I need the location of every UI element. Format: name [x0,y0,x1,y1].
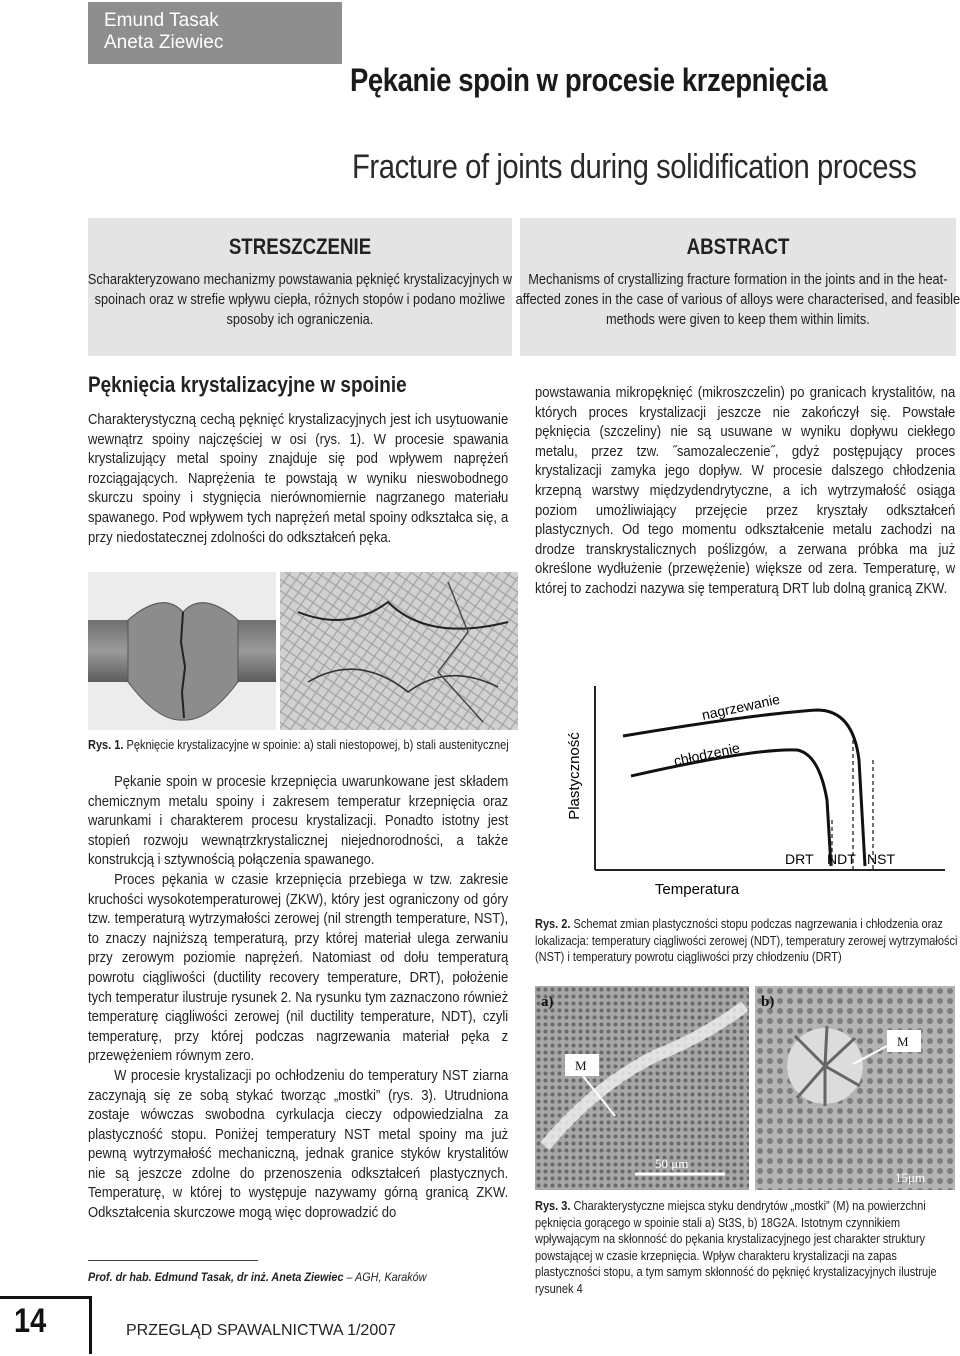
streszczenie-heading: STRESZCZENIE [228,234,372,259]
figure-1-caption [88,738,554,752]
x-axis-label: Temperatura [654,881,740,898]
figure-2-diagram [535,680,955,902]
figure-3b-scale: 15μm [895,1170,926,1185]
cooling-label: chłodzenie [672,739,742,769]
section-heading: Pęknięcia krystalizacyjne w spoinie [88,372,407,397]
figure-3-photos [535,986,955,1190]
abstract-text: Mechanisms of crystallizing fracture formation in the joints and in the heat-affected zones in the case of various of alloys were characterised, and feasible methods were given to keep them within limits. [515,272,960,328]
footnote-rule [88,1260,258,1261]
figure-1-caption-text: Pęknięcie krystalizacyjne w spoinie: a) stali niestopowej, b) stali austenitycznej [126,738,509,752]
paragraph-3: Proces pękania w czasie krzepnięcia przebiega w tzw. zakresie kruchości wysokotemperaturowej (ZKW), który jest ograniczony od góry tzw. temperaturą wytrzymałości zerowej (nil strength temperature, NST), to znaczy najniższą temperaturą, przy której materiał ulega zerwaniu przy zerowym poziomie naprężeń. Natomiast od dołu temperaturą powrotu ciągliwości (ductility recovery temperature, DRT), położenie tych temperatur ilustruje rysunek 2. Na rysunku tym zaznaczono również temperaturę ciągliwości zerowej (nil ductility temperature, NDT), czyli temperaturę, przy której podczas nagrzewania materiał pęka z przewężeniem równym zero. [88,870,509,1065]
page-number: 14 [14,1302,47,1340]
right-column-paragraph: powstawania mikropęknięć (mikroszczelin) po granicach krystalitów, na których proces krystalizacji jeszcze nie zakończył się. Powstałe pęknięcia (szczeliny) nie są usuwane w wyniku dopływu ciekłego metalu, przez tzw. ˝samozaleczenie˝, gdyż postępujący proces krystalizacji zamyka jego dopływ. W procesie dalszego chłodzenia krzepną warstwy międzydendrytyczne, a ich wytrzymałość osiąga poziom umożliwiający przejęcie przez kryształy odkształceń plastycznych. Od tego momentu odkształcenie metalu zachodzi na drodze transkrystalicznych poślizgów, a zerwana próbka ma już określone wydłużenie (przewężenie) większe od zera. Temperaturę, w której to zachodzi nazywa się temperaturą DRT lub dolną granicą ZKW. [535,384,956,597]
paragraph-4: W procesie krystalizacji po ochłodzeniu do temperatury NST ziarna zaczynają się ze sobą stykać tworząc „mostki” (rys. 3). Utrudniona zostaje wówczas swobodna cyrkulacja cieczy odpowiedzialna za plastyczność stopu. Poniżej temperatury NST metal spoiny ma już pewną wytrzymałość mechaniczną, jednak granice styków krystalitów nie są jeszcze zdolne do przenoszenia odkształceń plastycznych. Temperaturę, w której to występuje nazywamy górną granicą ZKW. Odkształcenia skurczowe mogą więc doprowadzić do [88,1066,509,1222]
figure-3-caption-text: Charakterystyczne miejsca styku dendrytów „mostki” (M) na powierzchni pęknięcia gorącego w spoinie stali a) St3S, b) 18G2A. Istotnym czynnikiem wpływającym na skłonność do pękania krystalizacyjnego jest charakter struktury powstającej w czasie krzepnięcia. Wpływ charakteru krystalizacji na zapas plastyczności stopu, a tym samym skłonność do pęknięć krystalizacyjnych ilustruje rysunek 4 [535,1199,937,1296]
figure-3a [535,986,749,1190]
body-text [88,772,508,1223]
figure-1b-micro [280,572,518,730]
marker-drt: DRT [785,851,814,867]
figure-2-label: Rys. 2. [535,917,571,931]
author-1: Emund Tasak [104,10,219,31]
journal-name: PRZEGLĄD SPAWALNICTWA 1/2007 [126,1322,397,1339]
paragraph-1: Charakterystyczną cechą pęknięć krystalizacyjnych jest ich usytuowanie wewnątrz spoiny najczęściej w osi (rys. 1). W procesie spawania krystalizujący metal spoiny znajduje się pod wpływem naprężeń rozciągających. Naprężenia te powstają w wyniku nieswobodnego skurczu spoiny i stygnięcia nierównomiernie nagrzanego materiału spawanego. Pod wpływem tych naprężeń metal spoiny odkształca się, a przy niedostatecznej zdolności do odkształceń pęka. [88,411,509,546]
figure-3a-scale: 50 μm [655,1156,689,1171]
y-axis-label: Plastyczność [566,732,583,820]
marker-ndt: NDT [827,851,856,867]
author-2: Aneta Ziewiec [104,32,224,53]
streszczenie-box [88,218,512,356]
streszczenie-text: Scharakteryzowano mechanizmy powstawania pęknięć krystalizacyjnych w spoinach oraz w strefie wpływu ciepła, różnych stopów i podano możliwe sposoby ich ograniczenia. [87,272,513,328]
figure-3b [755,986,955,1190]
figure-1-photos [88,572,518,730]
affiliation-institution: – AGH, Karaków [343,1270,427,1284]
abstract-box [515,218,960,356]
title-english: Fracture of joints during solidification process [352,148,917,186]
paragraph-2: Pękanie spoin w procesie krzepnięcia uwarunkowane jest składem chemicznym metalu spoiny i zakresem temperatur krzepnięcia oraz warunkami i charakterem procesu krystalizacji. Ponadto istotny jest stopień rozwoju wewnątrzkrystalicznej niejednorodności, a także konstrukcją i sztywnością połączenia spawanego. [88,773,509,869]
heating-label: nagrzewanie [700,690,782,723]
marker-nst: NST [867,851,895,867]
figure-3b-label: b) [761,994,775,1010]
figure-2-caption [535,916,959,966]
title-polish: Pękanie spoin w procesie krzepnięcia [350,62,828,98]
figure-3a-marker: M [575,1058,587,1073]
figure-3-label: Rys. 3. [535,1199,571,1213]
figure-3a-label: a) [541,994,554,1010]
affiliation [88,1270,426,1284]
figure-3-caption [535,1198,959,1297]
figure-1a-macro [88,572,276,730]
figure-1-label: Rys. 1. [88,738,124,752]
figure-3b-marker: M [897,1034,909,1049]
affiliation-names: Prof. dr hab. Edmund Tasak, dr inż. Aneta Ziewiec [88,1270,344,1284]
author-box [88,2,342,64]
figure-2-caption-text: Schemat zmian plastyczności stopu podczas nagrzewania i chłodzenia oraz lokalizacja: temperatury ciągliwości zerowej (NDT), temperatury zerowej wytrzymałości (NST) i temperatury powrotu ciągliwości przy chłodzeniu (DRT) [535,917,958,964]
abstract-heading: ABSTRACT [686,234,790,259]
